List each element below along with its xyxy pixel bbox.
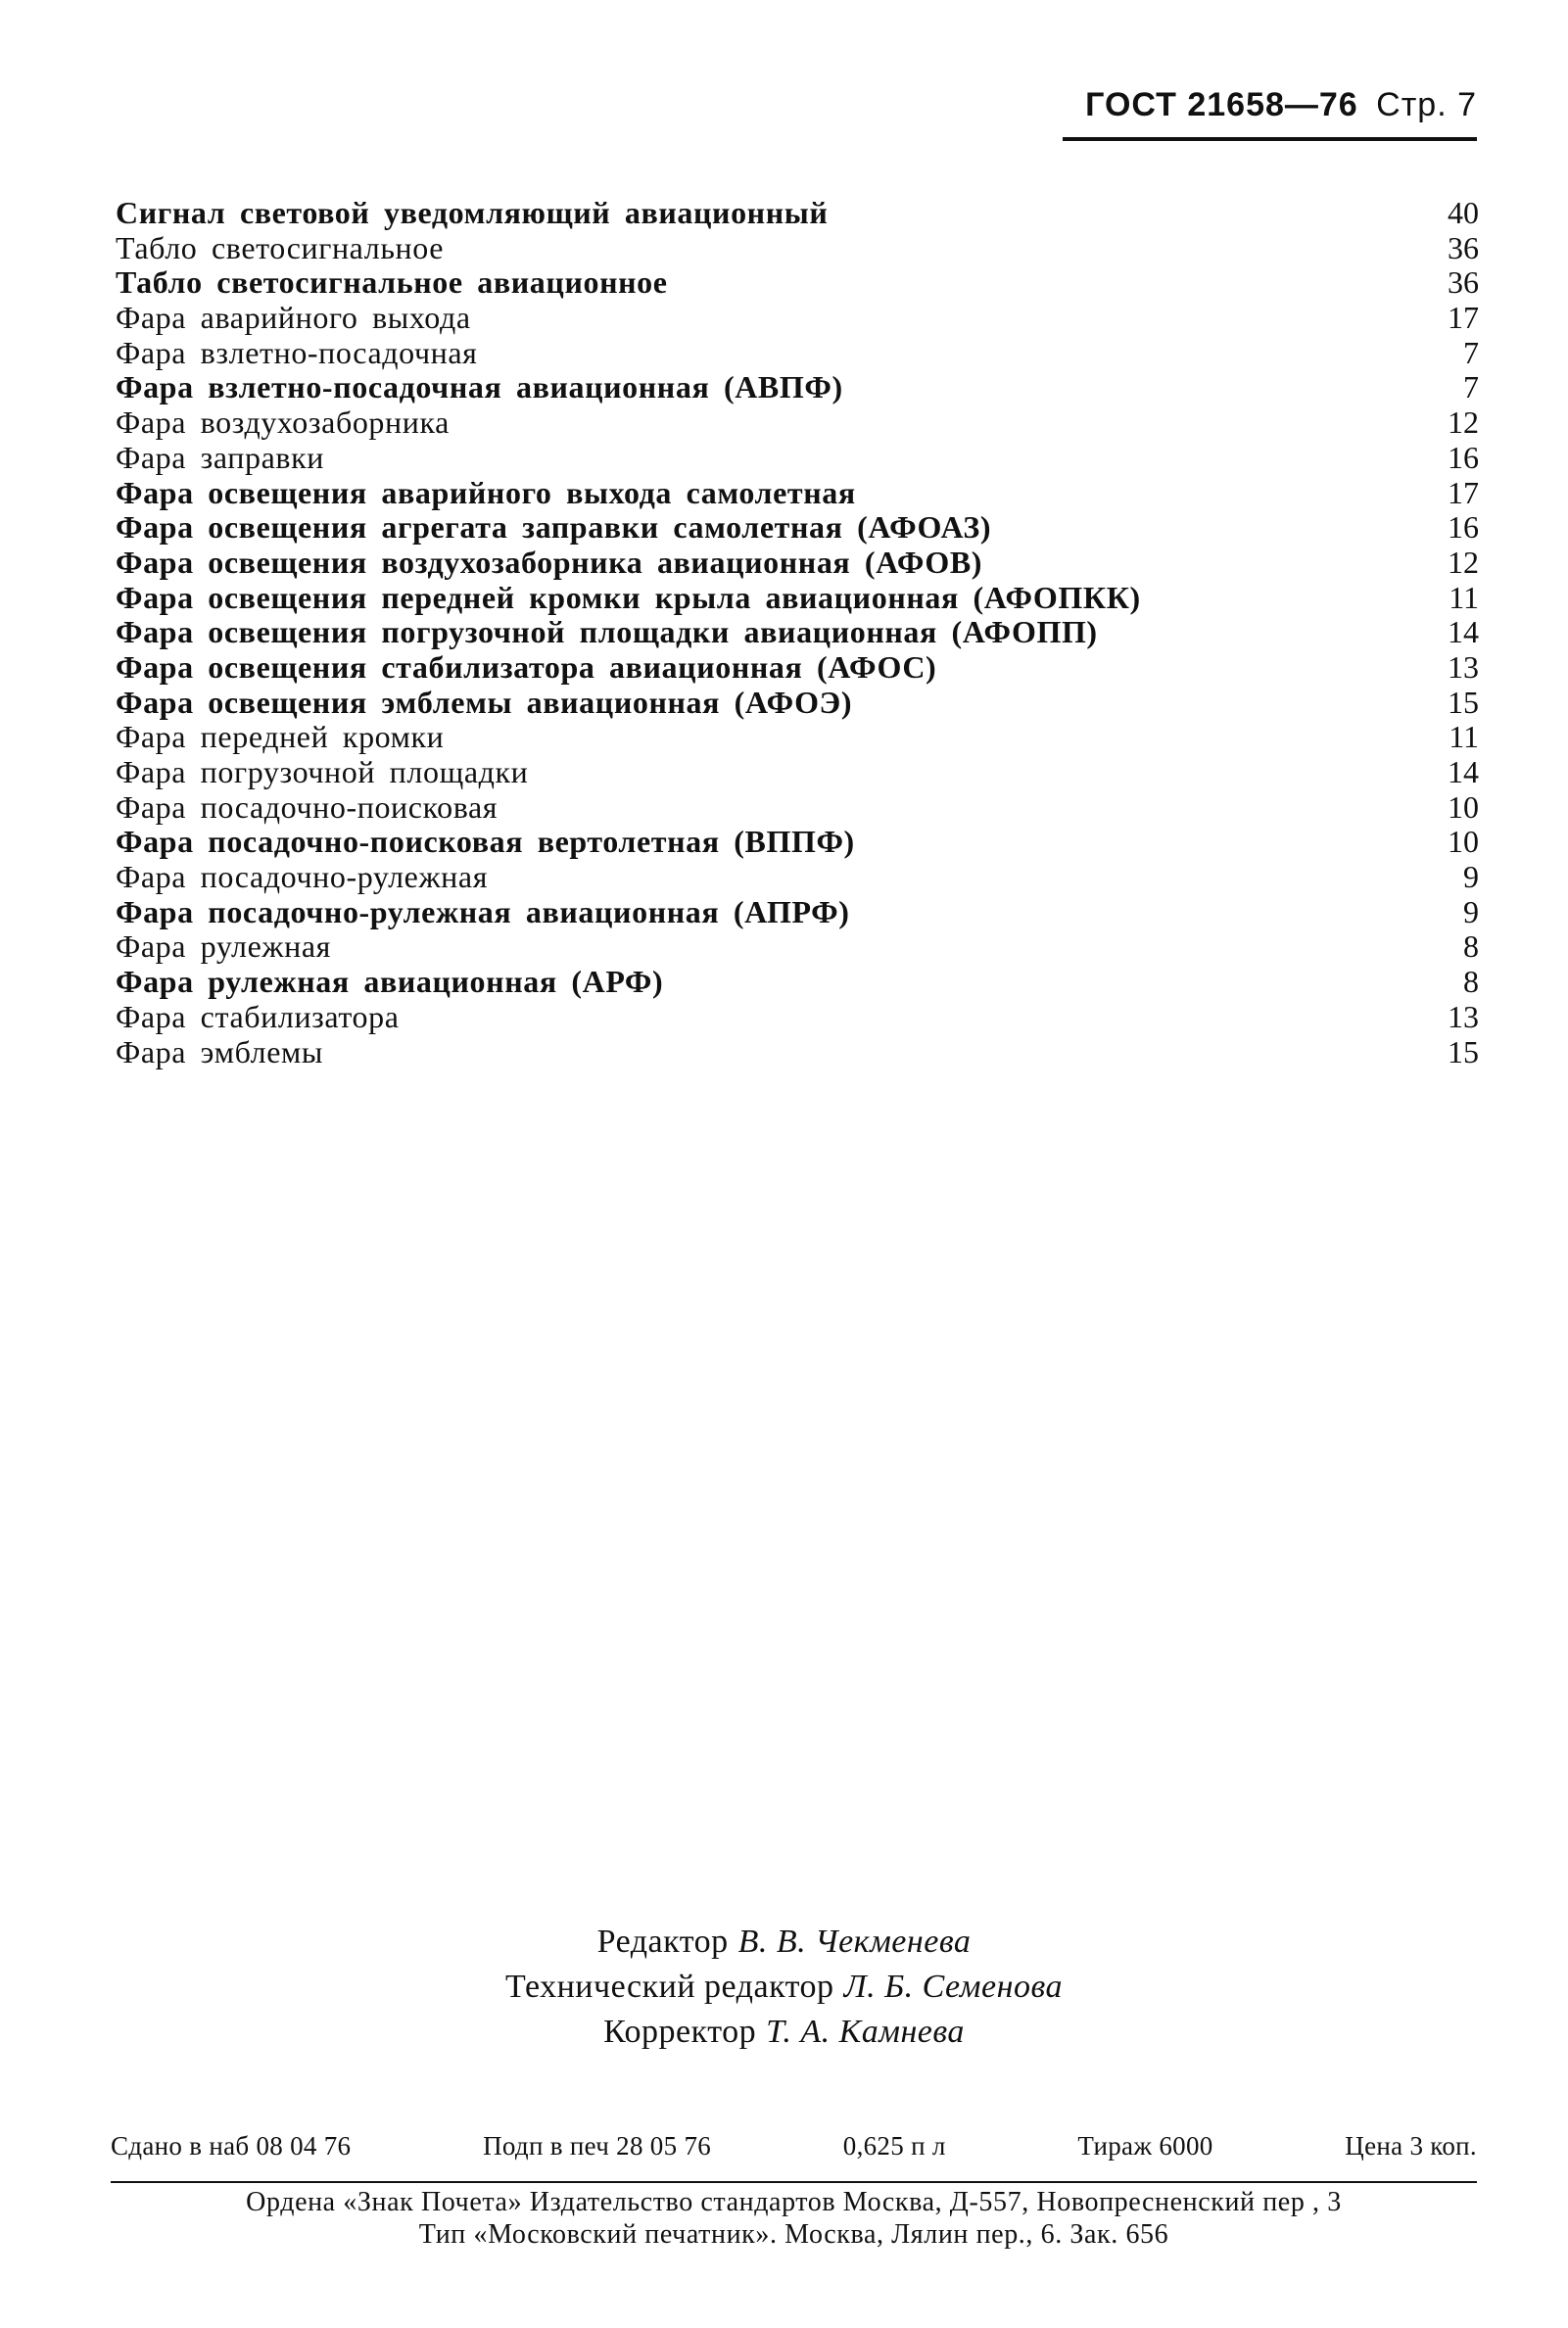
index-page-number: 12	[1448, 404, 1479, 441]
index-page-number: 9	[1463, 893, 1479, 929]
index-page-number: 36	[1448, 264, 1479, 301]
header-rule	[1063, 137, 1477, 141]
index-entry	[116, 265, 1479, 301]
index-page-number: 11	[1449, 719, 1479, 755]
index-term: Фара взлетно-посадочная	[116, 334, 478, 370]
index-entry	[116, 370, 1479, 405]
index-term: Фара аварийного выхода	[116, 300, 471, 336]
index-page-number: 16	[1448, 439, 1479, 475]
index-term: Фара взлетно-посадочная авиационная (АВПФ)	[116, 369, 843, 405]
index-page-number: 8	[1463, 928, 1479, 965]
index-entry	[116, 755, 1479, 790]
index-entry	[116, 231, 1479, 266]
index-page-number: 7	[1463, 369, 1479, 405]
index-page-number: 17	[1448, 474, 1479, 510]
index-page-number: 10	[1448, 824, 1479, 860]
index-page-number: 15	[1448, 1033, 1479, 1069]
index-entry	[116, 405, 1479, 441]
index-term: Фара освещения аварийного выхода самолетная	[116, 474, 856, 510]
publisher-line-2: Тип «Московский печатник». Москва, Лялин пер., 6. Зак. 656	[418, 2219, 1169, 2250]
index-term: Фара эмблемы	[116, 1033, 323, 1069]
index-term: Фара освещения эмблемы авиационная (АФОЭ)	[116, 684, 853, 720]
proofreader-line	[0, 2010, 1568, 2055]
index-term: Фара заправки	[116, 439, 325, 475]
index-page-number: 11	[1449, 579, 1479, 615]
index-entry	[116, 510, 1479, 546]
index-entry	[116, 336, 1479, 371]
index-page-number: 16	[1448, 509, 1479, 546]
index-term: Фара посадочно-поисковая вертолетная (ВППФ)	[116, 824, 855, 860]
index-page-number: 7	[1463, 334, 1479, 370]
index-term: Фара освещения передней кромки крыла авиационная (АФОПКК)	[116, 579, 1141, 615]
index-entry	[116, 476, 1479, 511]
publisher-line-1: Ордена «Знак Почета» Издательство стандартов Москва, Д-557, Новопресненский пер , 3	[246, 2187, 1342, 2217]
index-entry	[116, 965, 1479, 1000]
index-page-number: 8	[1463, 964, 1479, 1000]
tech-editor-name: Л. Б. Семенова	[843, 1969, 1063, 2005]
index-entry	[116, 581, 1479, 616]
index-page-number: 17	[1448, 300, 1479, 336]
circulation: Тираж 6000	[1077, 2131, 1213, 2161]
tech-editor-line	[0, 1965, 1568, 2010]
index-term: Фара рулежная	[116, 928, 331, 965]
index-entry	[116, 895, 1479, 930]
footer-rule	[111, 2181, 1477, 2183]
editor-name: В. В. Чекменева	[737, 1924, 972, 1960]
index-term: Фара освещения воздухозаборника авиационная (АФОВ)	[116, 544, 983, 580]
index-entry	[116, 790, 1479, 826]
index-entry	[116, 615, 1479, 650]
index-entry	[116, 1035, 1479, 1070]
signed-date: Подп в печ 28 05 76	[483, 2131, 712, 2161]
index-page-number: 13	[1448, 998, 1479, 1034]
standard-number: ГОСТ 21658—76	[1085, 86, 1358, 123]
index-page-number: 14	[1448, 754, 1479, 789]
index-term: Фара освещения погрузочной площадки авиационная (АФОПП)	[116, 614, 1098, 650]
index-page-number: 14	[1448, 614, 1479, 650]
submitted-date: Сдано в наб 08 04 76	[111, 2131, 352, 2161]
index-term: Фара освещения агрегата заправки самолетная (АФОАЗ)	[116, 509, 992, 546]
index-page-number: 36	[1448, 229, 1479, 265]
index-term: Табло светосигнальное	[116, 229, 445, 265]
credits-block	[0, 1920, 1568, 2055]
index-entry	[116, 686, 1479, 721]
index-term: Сигнал световой уведомляющий авиационный	[116, 195, 829, 230]
index-term: Фара передней кромки	[116, 719, 445, 755]
index-entry	[116, 650, 1479, 686]
index-entry	[116, 301, 1479, 336]
editor-label: Редактор	[596, 1924, 729, 1960]
index-entry	[116, 720, 1479, 755]
index-entry	[116, 441, 1479, 476]
page-header	[1058, 86, 1477, 124]
index-term: Фара посадочно-поисковая	[116, 788, 499, 825]
proofreader-label: Корректор	[603, 2014, 757, 2050]
index-term: Фара воздухозаборника	[116, 404, 450, 441]
index-entry	[116, 546, 1479, 581]
price: Цена 3 коп.	[1345, 2131, 1477, 2161]
index-page-number: 40	[1448, 195, 1479, 230]
index-term: Табло светосигнальное авиационное	[116, 264, 668, 301]
alphabetical-index	[116, 196, 1479, 1069]
index-page-number: 10	[1448, 788, 1479, 825]
index-page-number: 15	[1448, 684, 1479, 720]
publisher-info	[111, 2186, 1477, 2251]
index-entry	[116, 196, 1479, 231]
index-term: Фара посадочно-рулежная авиационная (АПРФ)	[116, 893, 850, 929]
index-entry	[116, 825, 1479, 860]
index-term: Фара стабилизатора	[116, 998, 400, 1034]
print-sheets: 0,625 п л	[842, 2131, 946, 2161]
print-info	[111, 2131, 1477, 2162]
tech-editor-label: Технический редактор	[505, 1969, 834, 2005]
index-page-number: 12	[1448, 544, 1479, 580]
page-number: Стр. 7	[1376, 86, 1477, 123]
index-term: Фара освещения стабилизатора авиационная (АФОС)	[116, 648, 937, 685]
proofreader-name: Т. А. Камнева	[766, 2014, 965, 2050]
index-term: Фара погрузочной площадки	[116, 754, 529, 789]
index-page-number: 13	[1448, 648, 1479, 685]
editor-line	[0, 1920, 1568, 1965]
index-entry	[116, 929, 1479, 965]
index-term: Фара рулежная авиационная (АРФ)	[116, 964, 664, 1000]
index-entry	[116, 1000, 1479, 1035]
index-page-number: 9	[1463, 859, 1479, 895]
index-entry	[116, 860, 1479, 895]
index-term: Фара посадочно-рулежная	[116, 859, 489, 895]
